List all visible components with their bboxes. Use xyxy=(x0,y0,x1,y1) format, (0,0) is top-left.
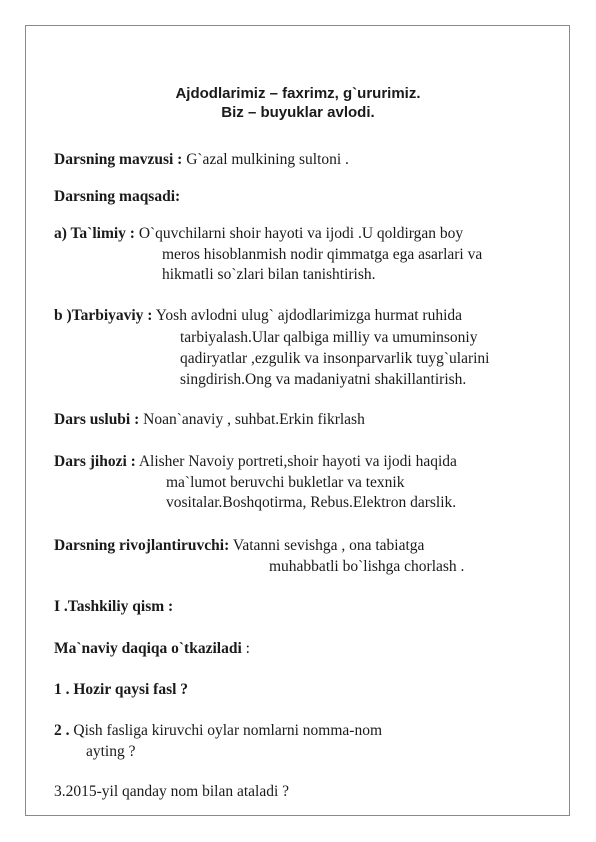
talimiy-row xyxy=(54,224,463,244)
talimiy-label: a) Ta`limiy : xyxy=(54,225,135,242)
tarbiyaviy-line-4: singdirish.Ong va madaniyatni shakillantirish. xyxy=(180,371,467,388)
manaviy-suffix: : xyxy=(241,640,250,657)
rivoj-label: Darsning rivojlantiruvchi: xyxy=(54,537,230,554)
talimiy-line-1: O`quvchilarni shoir hayoti va ijodi .U qoldirgan boy xyxy=(134,225,464,242)
jihoz-line-2: ma`lumot beruvchi bukletlar va texnik xyxy=(166,474,405,491)
tarbiyaviy-line-1: Yosh avlodni ulug` ajdodlarimizga hurmat ruhida xyxy=(152,307,463,324)
tarbiyaviy-label: b )Tarbiyaviy : xyxy=(54,307,153,324)
question-2-label: 2 . xyxy=(54,722,70,739)
maqsad-label: Darsning maqsadi: xyxy=(54,188,181,205)
jihoz-line-1: Alisher Navoiy portreti,shoir hayoti va ijodi haqida xyxy=(135,453,457,470)
mavzu-label: Darsning mavzusi : xyxy=(54,151,183,168)
question-1: 1 . Hozir qaysi fasl ? xyxy=(54,681,189,698)
talimiy-line-2: meros hisoblanmish nodir qimmatga ega asarlari va xyxy=(162,246,483,263)
rivoj-line-2: muhabbatli bo`lishga chorlash . xyxy=(269,558,465,575)
uslub-value: Noan`anaviy , suhbat.Erkin fikrlash xyxy=(139,411,365,428)
tarbiyaviy-row xyxy=(54,306,462,326)
uslub-label: Dars uslubi : xyxy=(54,411,140,428)
jihoz-row xyxy=(54,452,457,472)
question-2-row xyxy=(54,721,382,741)
question-2-line-1: Qish fasliga kiruvchi oylar nomlarni nomma-nom xyxy=(69,722,383,739)
talimiy-line-3: hikmatli so`zlari bilan tanishtirish. xyxy=(162,266,376,283)
title-line-1: Ajdodlarimiz – faxrimz, g`ururimiz. xyxy=(175,85,421,102)
uslub-row xyxy=(54,410,365,430)
title-line-2: Biz – buyuklar avlodi. xyxy=(221,104,375,121)
manaviy-label: Ma`naviy daqiqa o`tkaziladi xyxy=(54,640,242,657)
question-3: 3.2015-yil qanday nom bilan ataladi ? xyxy=(54,783,290,800)
jihoz-line-3: vositalar.Boshqotirma, Rebus.Elektron darslik. xyxy=(166,494,457,511)
rivoj-line-1: Vatanni sevishga , ona tabiatga xyxy=(229,537,425,554)
question-2-line-2: ayting ? xyxy=(86,743,136,760)
manaviy-row xyxy=(54,639,250,659)
tarbiyaviy-line-2: tarbiyalash.Ular qalbiga milliy va umuminsoniy xyxy=(180,329,478,346)
tarbiyaviy-line-3: qadiryatlar ,ezgulik va insonparvarlik tuyg`ularini xyxy=(180,350,490,367)
tashkiliy-label: I .Tashkiliy qism : xyxy=(54,598,174,615)
jihoz-label: Dars jihozi : xyxy=(54,453,136,470)
mavzu-row xyxy=(54,150,349,170)
rivoj-row xyxy=(54,536,424,556)
mavzu-value: G`azal mulkining sultoni . xyxy=(182,151,349,168)
